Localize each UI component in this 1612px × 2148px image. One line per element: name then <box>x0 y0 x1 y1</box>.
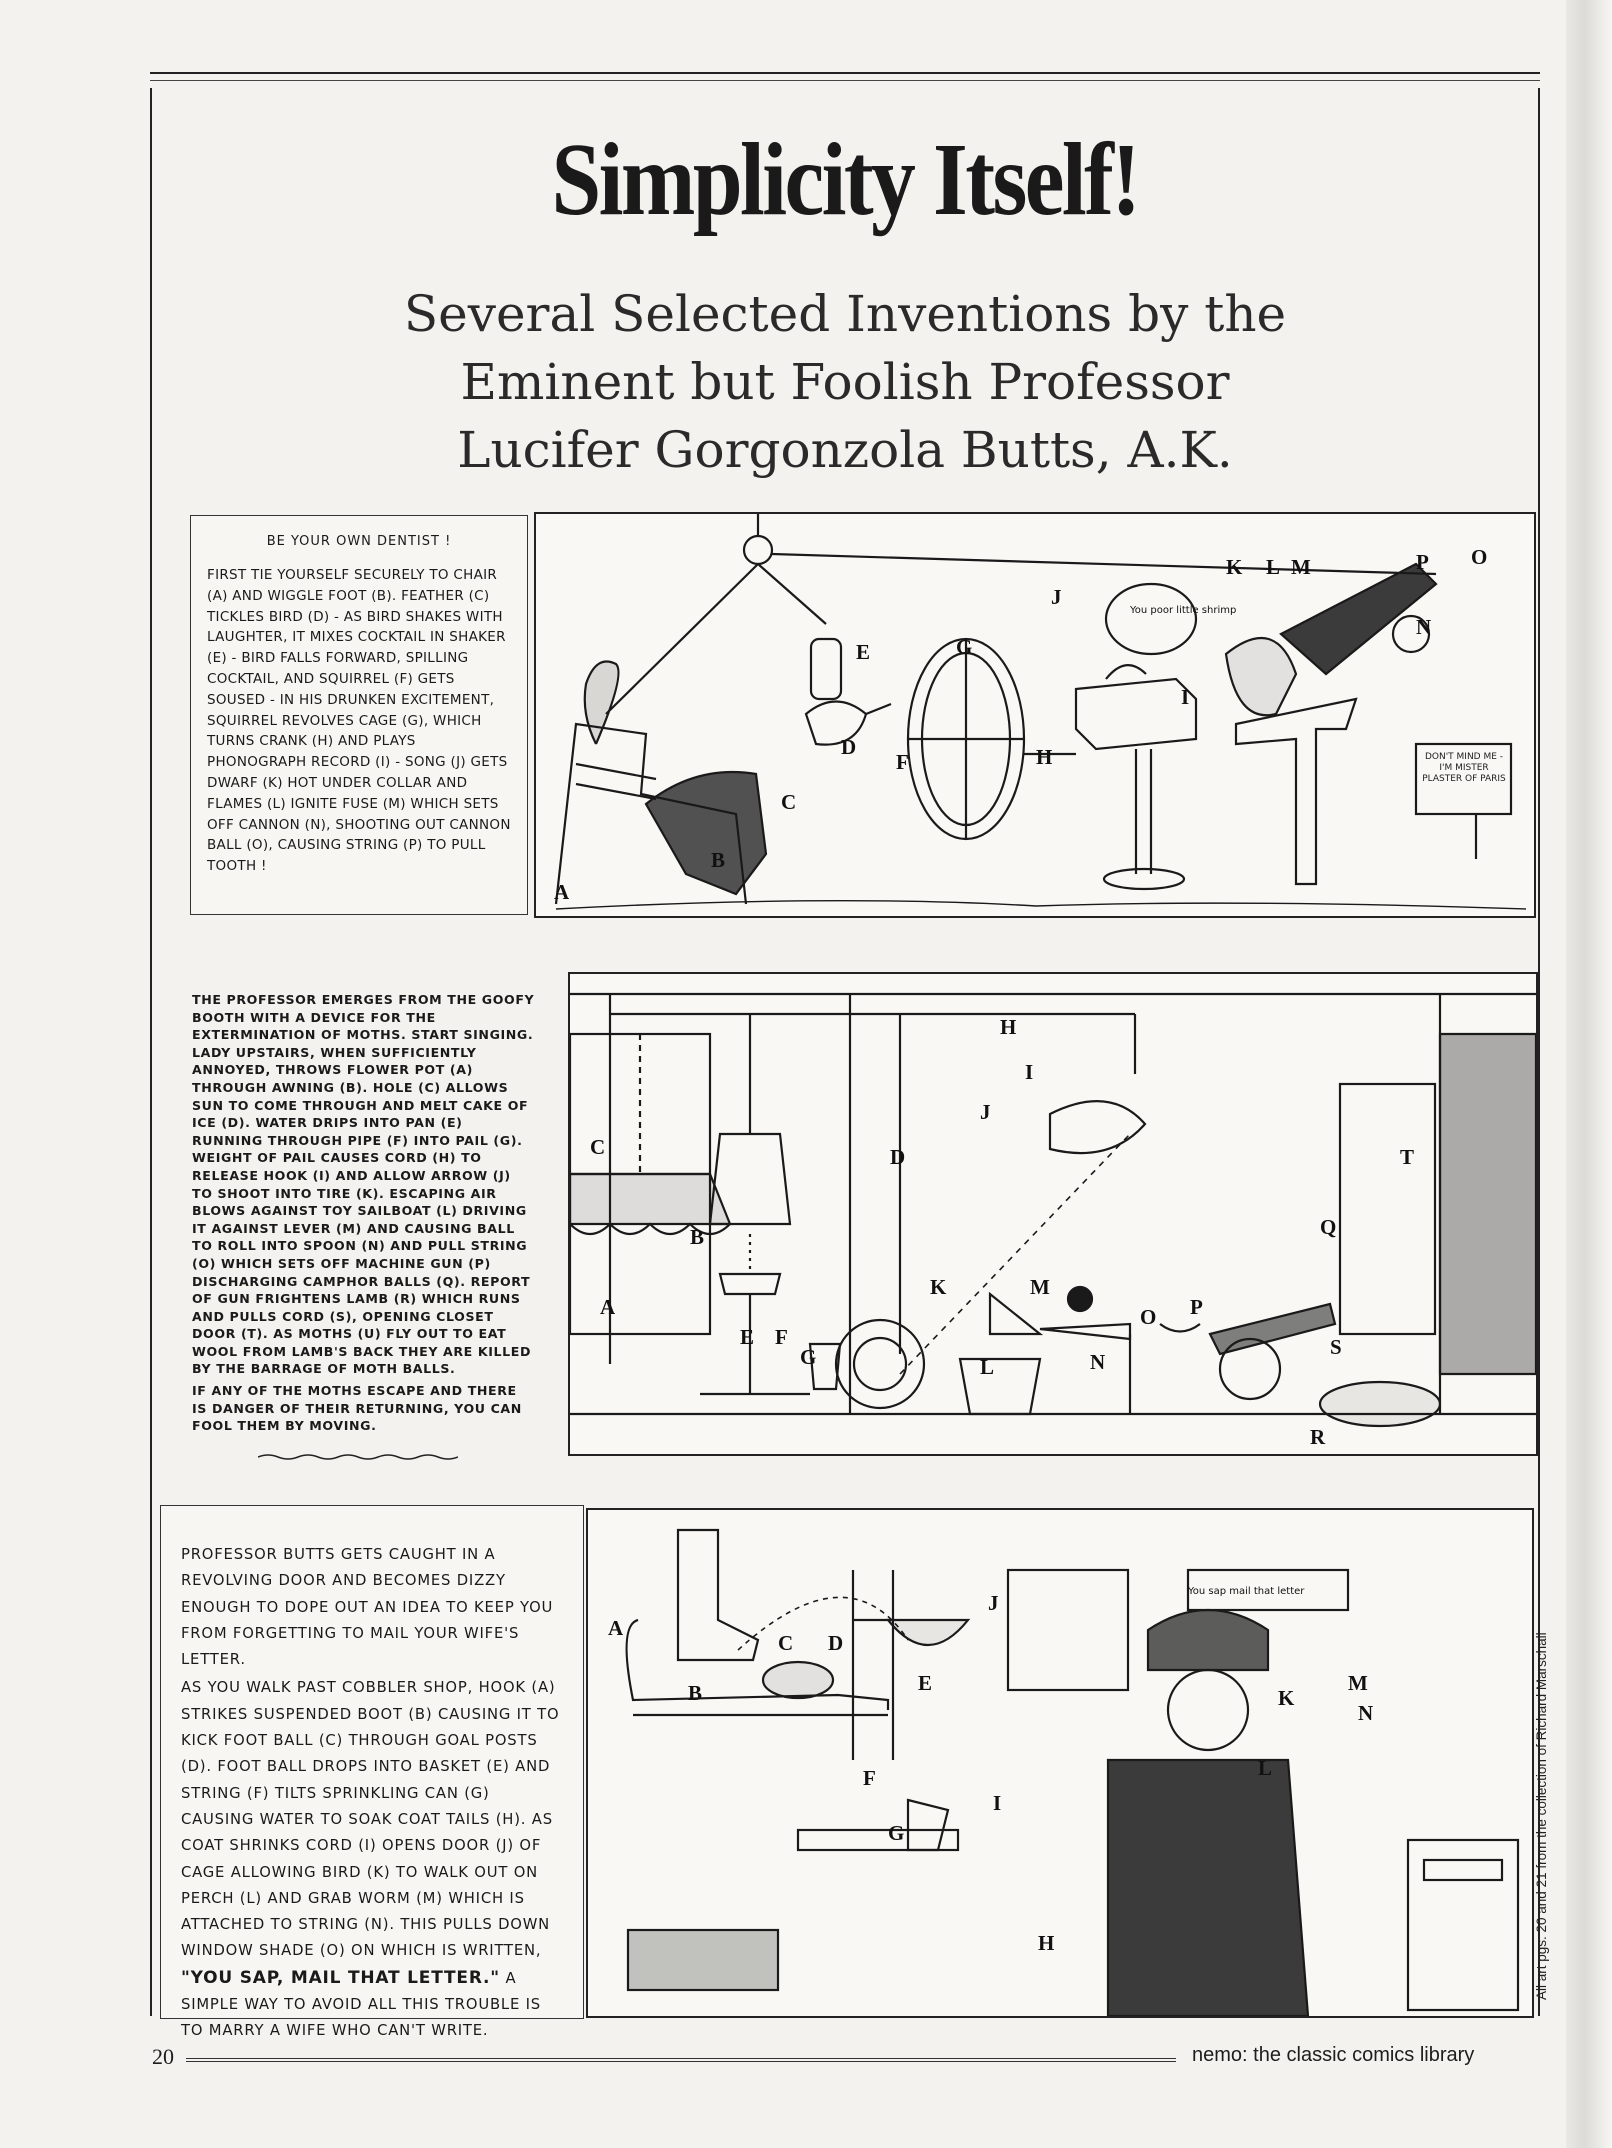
label-r: R <box>1310 1425 1326 1449</box>
man-coat <box>1108 1760 1308 2016</box>
decorative-squiggle <box>258 1453 458 1461</box>
wash-tub <box>960 1359 1040 1414</box>
caption-box-moths <box>188 985 540 1455</box>
label-f: F <box>863 1766 876 1790</box>
caption-text-letter <box>161 1506 583 2045</box>
label-h: H <box>1038 1931 1055 1955</box>
label-f: F <box>896 750 909 774</box>
ceiling-ring <box>744 536 772 564</box>
bird-cage <box>1008 1570 1128 1690</box>
label-l: L <box>1258 1756 1273 1780</box>
subtitle-line-3: Lucifer Gorgonzola Butts, A.K. <box>457 421 1233 479</box>
shade-text: You sap mail that letter <box>1188 1586 1305 1597</box>
top-rule-thin <box>150 80 1540 81</box>
sign-foreign <box>1418 746 1510 814</box>
label-c: C <box>781 790 797 814</box>
phonograph <box>1076 679 1196 749</box>
comic-panel-letter <box>586 1508 1534 2018</box>
label-t: T <box>1400 1145 1415 1169</box>
label-k: K <box>1226 555 1243 579</box>
moths-illustration <box>570 974 1536 1454</box>
dentist-illustration <box>536 514 1534 916</box>
label-m: M <box>1030 1275 1050 1299</box>
caption-letter-end: A SIMPLE WAY TO AVOID ALL THIS TROUBLE IS TO MARRY A WIFE WHO CAN'T WRITE. <box>181 1969 541 2040</box>
caption-text: FIRST TIE YOURSELF SECURELY TO CHAIR (A) AND WIGGLE FOOT (B). FEATHER (C) TICKLES BIRD (D) - AS BIRD SHAKES WITH LAUGHTER, IT MIXES COCKTAIL IN SHAKER (E) - BIRD FALLS FORWARD, SPILLING COCKTAIL, AND SQUIRREL (F) GETS SOUSED - IN HIS DRUNKEN EXCITEMENT, SQUIRREL REVOLVES CAGE (G), WHICH TURNS CRANK (H) AND PLAYS PHONOGRAPH RECORD (I) - SONG (J) GETS DWARF (K) HOT UNDER COLLAR AND FLAMES (L) IGNITE FUSE (M) WHICH SETS OFF CANNON (N), SHOOTING OUT CANNON BALL (O), CAUSING STRING (P) TO PULL TOOTH ! <box>207 567 511 875</box>
caption-letter-body: AS YOU WALK PAST COBBLER SHOP, HOOK (A) STRIKES SUSPENDED BOOT (B) CAUSING IT TO KICK FOOT BALL (C) THROUGH GOAL POSTS (D). FOOT BALL DROPS INTO BASKET (E) AND STRING (F) TILTS SPRINKLING CAN (G) CAUSING WATER TO SOAK COAT TAILS (H). AS COAT SHRINKS CORD (I) OPENS DOOR (J) OF CAGE ALLOWING BIRD (K) TO WALK OUT ON PERCH (L) AND GRAB WORM (M) WHICH IS ATTACHED TO STRING (N). THIS PULLS DOWN WINDOW SHADE (O) ON WHICH IS WRITTEN, <box>181 1679 560 1960</box>
label-c: C <box>778 1631 794 1655</box>
label-e: E <box>740 1325 755 1349</box>
speech-bubble-text: You poor little shrimp <box>1130 605 1237 616</box>
caption-moths-paragraph-1: THE PROFESSOR EMERGES FROM THE GOOFY BOOTH WITH A DEVICE FOR THE EXTERMINATION OF MOTHS. START SINGING. LADY UPSTAIRS, WHEN SUFFICIENTLY ANNOYED, THROWS FLOWER POT (A) THROUGH AWNING (B). HOLE (C) ALLOWS SUN TO COME THROUGH AND MELT CAKE OF ICE (D). WATER DRIPS INTO PAN (E) RUNNING THROUGH PIPE (F) INTO PAIL (G). WEIGHT OF PAIL CAUSES CORD (H) TO RELEASE HOOK (I) AND ALLOW ARROW (J) TO SHOOT INTO TIRE (K). ESCAPING AIR BLOWS AGAINST TOY SAILBOAT (L) DRIVING IT AGAINST LEVER (M) AND CAUSING BALL TO ROLL INTO SPOON (N) AND PULL STRING (O) WHICH SETS OFF MACHINE GUN (P) DISCHARGING CAMPHOR BALLS (Q). REPORT OF GUN FRIGHTENS LAMB (R) WHICH RUNS AND PULLS CORD (S), OPENING CLOSET DOOR (T). AS MOTHS (U) FLY OUT TO EAT WOOL FROM LAMB'S BACK THEY ARE KILLED BY THE BARRAGE OF MOTH BALLS. <box>192 992 535 1377</box>
caption-moths-paragraph-2: IF ANY OF THE MOTHS ESCAPE AND THERE IS DANGER OF THEIR RETURNING, YOU CAN FOOL THEM BY MOVING. <box>192 1383 522 1434</box>
cannon <box>1281 564 1436 674</box>
label-a: A <box>554 880 570 904</box>
comic-panel-moths <box>568 972 1538 1456</box>
caption-letter-paragraph-1: PROFESSOR BUTTS GETS CAUGHT IN A REVOLVING DOOR AND BECOMES DIZZY ENOUGH TO DOPE OUT AN IDEA TO KEEP YOU FROM FORGETTING TO MAIL YOUR WIFE'S LETTER. <box>181 1546 554 1669</box>
label-l: L <box>1266 555 1281 579</box>
caption-box-dentist <box>190 515 528 915</box>
publication-name: nemo: the classic comics library <box>1192 2044 1475 2066</box>
label-n: N <box>1358 1701 1374 1725</box>
label-n: N <box>1090 1350 1106 1374</box>
label-h: H <box>1000 1015 1017 1039</box>
sprinkling-can <box>908 1800 948 1850</box>
label-i: I <box>1025 1060 1034 1084</box>
caption-text-moths <box>188 985 540 1435</box>
label-o: O <box>1471 545 1488 569</box>
comic-panel-dentist <box>534 512 1536 918</box>
label-j: J <box>988 1591 999 1615</box>
label-k: K <box>930 1275 947 1299</box>
label-c: C <box>590 1135 606 1159</box>
label-d: D <box>890 1145 906 1169</box>
subtitle-line-2: Eminent but Foolish Professor <box>460 353 1230 411</box>
label-m: M <box>1291 555 1311 579</box>
label-o: O <box>1140 1305 1157 1329</box>
label-l: L <box>980 1355 995 1379</box>
label-i: I <box>1181 685 1190 709</box>
label-p: P <box>1190 1295 1203 1319</box>
caption-box-letter <box>160 1505 584 2040</box>
label-f: F <box>775 1325 788 1349</box>
football <box>763 1662 833 1698</box>
basket <box>888 1620 968 1645</box>
boot <box>678 1530 758 1660</box>
subtitle-line-1: Several Selected Inventions by the <box>403 285 1287 343</box>
label-m: M <box>1348 1671 1368 1695</box>
letter-illustration <box>588 1510 1532 2016</box>
label-d: D <box>841 735 857 759</box>
label-s: S <box>1330 1335 1342 1359</box>
label-j: J <box>1051 585 1062 609</box>
hat <box>1148 1610 1268 1670</box>
label-p: P <box>1416 550 1429 574</box>
label-b: B <box>711 848 726 872</box>
label-e: E <box>918 1671 933 1695</box>
top-rule <box>150 72 1540 74</box>
lamb <box>1320 1382 1440 1426</box>
side-credit-text: All art pgs. 20 and 21 from the collection of Richard Marschall <box>1534 1632 1549 2000</box>
label-b: B <box>690 1225 705 1249</box>
label-j: J <box>980 1100 991 1124</box>
label-g: G <box>888 1821 905 1845</box>
caption-heading: BE YOUR OWN DENTIST ! <box>266 534 452 549</box>
label-a: A <box>600 1295 616 1319</box>
label-k: K <box>1278 1686 1295 1710</box>
label-g: G <box>956 635 973 659</box>
label-n: N <box>1416 615 1432 639</box>
moths-labels <box>590 1015 1414 1449</box>
label-d: D <box>828 1631 844 1655</box>
page-title: Simplicity Itself! <box>551 122 1139 237</box>
caption-letter-quote: "YOU SAP, MAIL THAT LETTER." <box>181 1967 500 1988</box>
label-g: G <box>800 1345 817 1369</box>
page-binding-shadow <box>1566 0 1612 2148</box>
subtitle <box>200 280 1490 484</box>
label-b: B <box>688 1681 703 1705</box>
side-credit <box>1534 1500 1552 2000</box>
label-i: I <box>993 1791 1002 1815</box>
caption-letter-paragraph-2 <box>181 1675 567 2044</box>
plaster-sign-text: DON'T MIND ME - I'M MISTER PLASTER OF PARIS <box>1422 752 1506 784</box>
label-h: H <box>1036 745 1053 769</box>
label-a: A <box>608 1616 624 1640</box>
footer-rule <box>186 2058 1176 2062</box>
closet-door <box>1340 1084 1435 1334</box>
page-number: 20 <box>152 2044 174 2069</box>
label-e: E <box>856 640 871 664</box>
label-q: Q <box>1320 1215 1337 1239</box>
